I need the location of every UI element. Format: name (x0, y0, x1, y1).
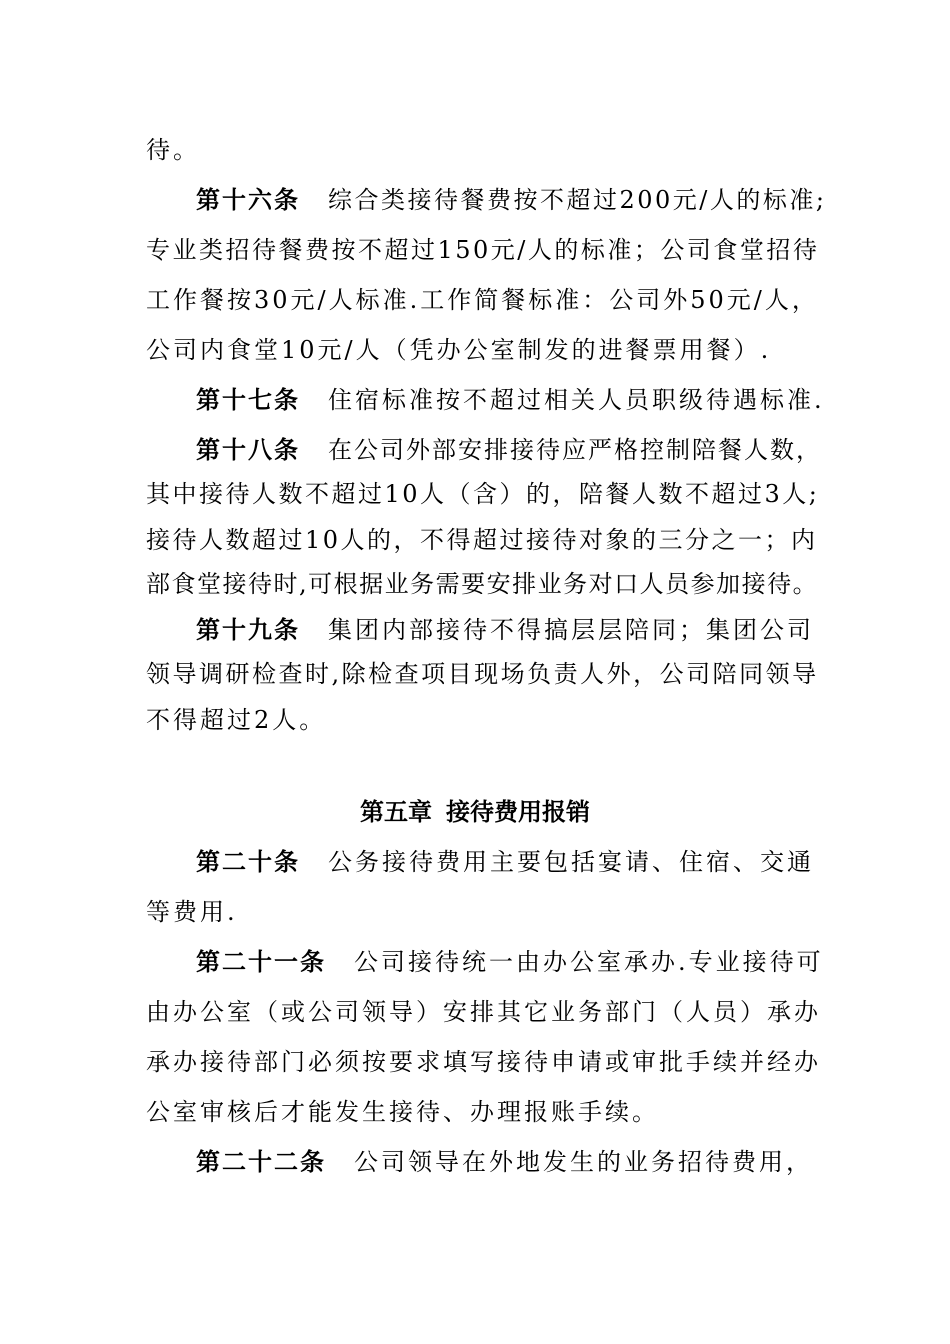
article-17-line (196, 384, 826, 416)
article-20-text: 公务接待费用主要包括宴请、住宿、交通 (328, 848, 814, 876)
text-line: 接待人数超过10人的，不得超过接待对象的三分之一；内 (146, 526, 818, 554)
article-18-text: 在公司外部安排接待应严格控制陪餐人数， (328, 436, 822, 464)
chapter-title: 接待费用报销 (446, 798, 590, 826)
article-20-line (196, 846, 826, 878)
article-19-text: 集团内部接待不得搞层层陪同；集团公司 (328, 616, 814, 644)
article-22-number: 第二十二条 (196, 1148, 326, 1176)
text-line: 工作餐按30元/人标准.工作简餐标准：公司外50元/人， (146, 286, 819, 314)
text-line: 领导调研检查时,除检查项目现场负责人外，公司陪同领导 (146, 660, 819, 688)
article-20-number: 第二十条 (196, 848, 300, 876)
article-18-number: 第十八条 (196, 436, 300, 464)
text-line: 公室审核后才能发生接待、办理报账手续。 (146, 1098, 659, 1126)
article-17-number: 第十七条 (196, 386, 300, 414)
article-16-line (196, 184, 826, 216)
text-line: 其中接待人数不超过10人（含）的，陪餐人数不超过3人; (146, 480, 820, 508)
article-21-line (196, 946, 826, 978)
article-17-text: 住宿标准按不超过相关人员职级待遇标准. (328, 386, 825, 414)
text-line: 不得超过2人。 (146, 706, 327, 734)
article-21-text: 公司接待统一由办公室承办.专业接待可 (354, 948, 824, 976)
article-22-text: 公司领导在外地发生的业务招待费用， (354, 1148, 813, 1176)
chapter-heading (0, 796, 950, 828)
text-line: 专业类招待餐费按不超过150元/人的标准；公司食堂招待 (146, 236, 820, 264)
text-line: 待。 (146, 136, 200, 164)
text-line: 等费用. (146, 898, 238, 926)
article-16-number: 第十六条 (196, 186, 300, 214)
article-18-line (196, 434, 826, 466)
article-19-line (196, 614, 826, 646)
text-line: 由办公室（或公司领导）安排其它业务部门（人员）承办 (146, 998, 821, 1026)
article-22-line (196, 1146, 826, 1178)
article-19-number: 第十九条 (196, 616, 300, 644)
article-16-text: 综合类接待餐费按不超过200元/人的标准; (328, 186, 827, 214)
text-line: 公司内食堂10元/人（凭办公室制发的进餐票用餐）. (146, 336, 772, 364)
article-21-number: 第二十一条 (196, 948, 326, 976)
chapter-number: 第五章 (360, 798, 432, 826)
text-line: 部食堂接待时,可根据业务需要安排业务对口人员参加接待。 (146, 570, 819, 598)
text-line: 承办接待部门必须按要求填写接待申请或审批手续并经办 (146, 1048, 821, 1076)
